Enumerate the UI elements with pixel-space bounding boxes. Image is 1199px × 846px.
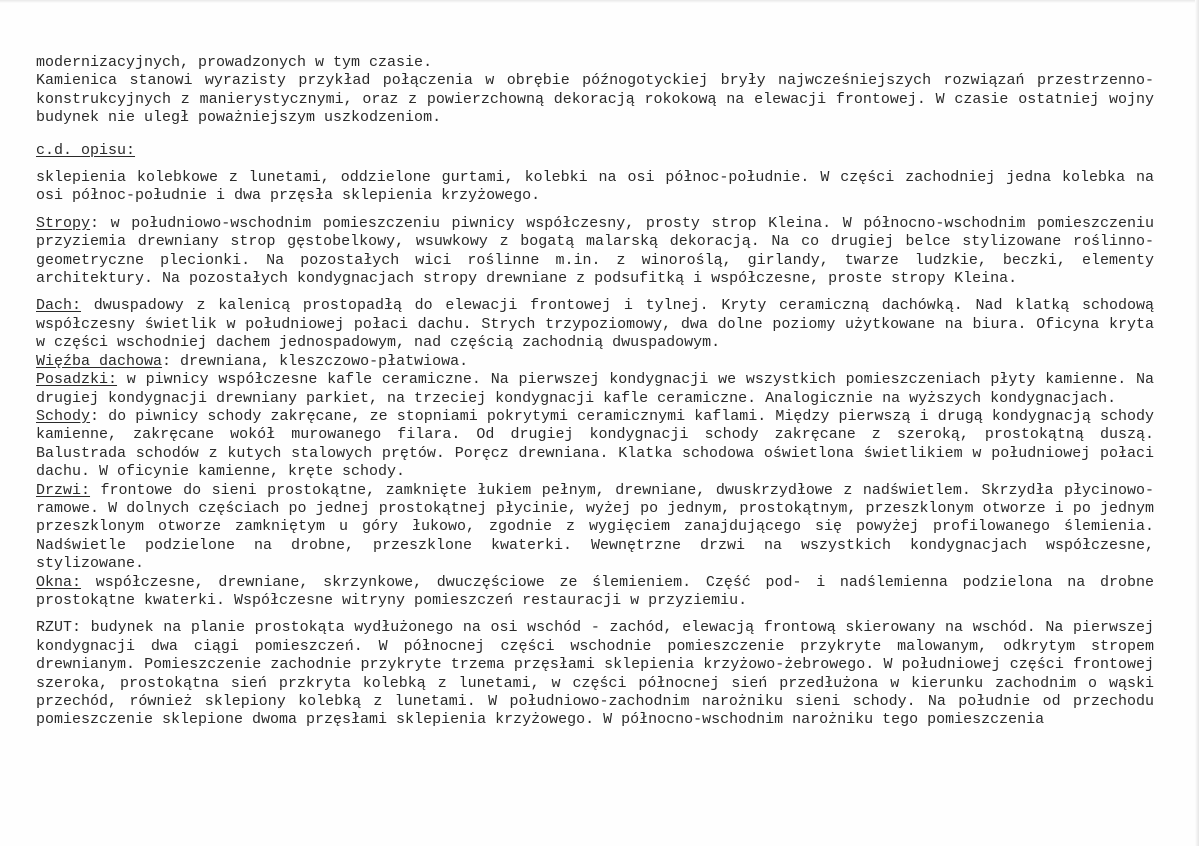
section-heading: c.d. opisu: [36, 141, 136, 159]
entry-term: Więźba dachowa [36, 352, 163, 370]
entry-schody [36, 408, 1154, 482]
entry-separator: : [90, 407, 100, 425]
entry-okna [36, 574, 1154, 611]
entry-text: do piwnicy schody zakręcane, ze stopniami pokrytymi ceramicznymi kaflami. Między pierwszą i drugą kondygnacją schody kamienne, zakręcane wokół murowanego filara. Od drugiej kondygnacji schody zakręcane z szeroką, prostokątną duszą. Balustrada schodów z kutych stalowych prętów. Poręcz drewniana. Klatka schodowa oświetlona świetlikiem w południowej połaci dachu. W oficynie kamienne, kręte schody. [36, 407, 1154, 481]
intro-line: modernizacyjnych, prowadzonych w tym czasie. [36, 54, 433, 71]
plan-paragraph: RZUT: budynek na planie prostokąta wydłużonego na osi wschód - zachód, elewacją frontową skierowany na wschód. Na pierwszej kondygnacji dwa ciągi pomieszczeń. W północnej części wschodnie pomieszczenie przykryte malowanym, odkrytym stropem drewnianym. Pomieszczenie zachodnie przykryte trzema przęsłami sklepienia krzyżowo-żebrowego. W południowej części frontowej szeroka, prostokątna sień przkryta kolebką z lunetami, w części północnej sień przedłużona w kierunku zachodnim o wąski przechód, również sklepiony kolebką z lunetami. W południowo-zachodnim narożniku sieni schody. Na południe od przechodu pomieszczenie sklepione dwoma przęsłami sklepienia krzyżowego. W północno-wschodnim narożniku tego pomieszczenia [36, 619, 1154, 729]
entry-separator: : [162, 352, 172, 370]
entry-text: w południowo-wschodnim pomieszczeniu piwnicy współczesny, prosty strop Kleina. W północno-wschodnim pomieszczeniu przyziemia drewniany strop gęstobelkowy, wsuwkowy z bogatą malarską dekoracją. Na co drugiej belce stylizowane roślinno-geometryczne plecionki. Na pozostałych wici roślinne m.in. z winoroślą, girlandy, twarze ludzkie, beczki, elementy architektury. Na pozostałych kondygnacjach stropy drewniane z podsufitką i współczesne, proste stropy Kleina. [36, 214, 1154, 288]
entry-text: frontowe do sieni prostokątne, zamknięte łukiem pełnym, drewniane, dwuskrzydłowe z nadświetlem. Skrzydła płycinowo-ramowe. W dolnych częściach po jednej prostokątnej płycinie, wyżej po jednym, prostokątnym, przeszklonym otworze i po jednym przeszklonym otworze zamkniętym u góry łukowo, zgodnie z wygięciem zanajdującego się powyżej profilowanego ślemienia. Nadświetle podzielone na drobne, przeszklone kwaterki. Wewnętrzne drzwi na wszystkich kondygnacjach współczesne, stylizowane. [36, 481, 1154, 573]
entry-term: Schody [36, 407, 91, 425]
entry-term: Dach: [36, 297, 82, 315]
entry-term: Drzwi: [36, 481, 91, 499]
entry-drzwi [36, 482, 1154, 574]
entry-term: Posadzki: [36, 371, 118, 389]
entry-separator: : [90, 214, 100, 232]
entry-posadzki [36, 371, 1154, 408]
entry-text: współczesne, drewniane, skrzynkowe, dwuczęściowe ze ślemieniem. Część pod- i nadślemienna podzielona na drobne prostokątne kwaterki. Współczesne witryny pomieszczeń restauracji w przyziemiu. [36, 573, 1154, 609]
vaults-paragraph: sklepienia kolebkowe z lunetami, oddzielone gurtami, kolebki na osi północ-południe. W części zachodniej jedna kolebka na osi północ-południe i dwa przęsła sklepienia krzyżowego. [36, 169, 1154, 205]
entry-term: Okna: [36, 573, 82, 591]
document-body [36, 54, 1154, 730]
entry-text: dwuspadowy z kalenicą prostopadłą do elewacji frontowej i tylnej. Kryty ceramiczną dachówką. Nad klatką schodową współczesny świetlik w południowej połaci dachu. Strych trzypoziomowy, dwa dolne poziomy użytkowane na biura. Oficyna kryta w części wschodniej dachem jednospadowym, nad częścią zachodnią dwuspadowym. [36, 297, 1154, 352]
entry-dach [36, 297, 1154, 352]
entry-text: drewniana, kleszczowo-płatwiowa. [171, 352, 469, 370]
scan-edge [1195, 0, 1199, 846]
entry-term: Stropy [36, 214, 91, 232]
intro-summary: Kamienica stanowi wyrazisty przykład połączenia w obrębie późnogotyckiej bryły najwcześniejszych rozwiązań przestrzenno-konstrukcyjnych z manierystycznymi, oraz z powierzchowną dekoracją rokokową na elewacji frontowej. W czasie ostatniej wojny budynek nie uległ poważniejszym uszkodzeniom. [36, 72, 1154, 127]
entry-wiezba [36, 353, 1154, 371]
entry-stropy [36, 215, 1154, 289]
entry-text: w piwnicy współczesne kafle ceramiczne. Na pierwszej kondygnacji we wszystkich pomieszczeniach płyty kamienne. Na drugiej kondygnacji drewniany parkiet, na trzeciej kondygnacji kafle ceramiczne. Analogicznie na wyższych kondygnacjach. [36, 371, 1154, 407]
scan-edge [0, 0, 1199, 3]
